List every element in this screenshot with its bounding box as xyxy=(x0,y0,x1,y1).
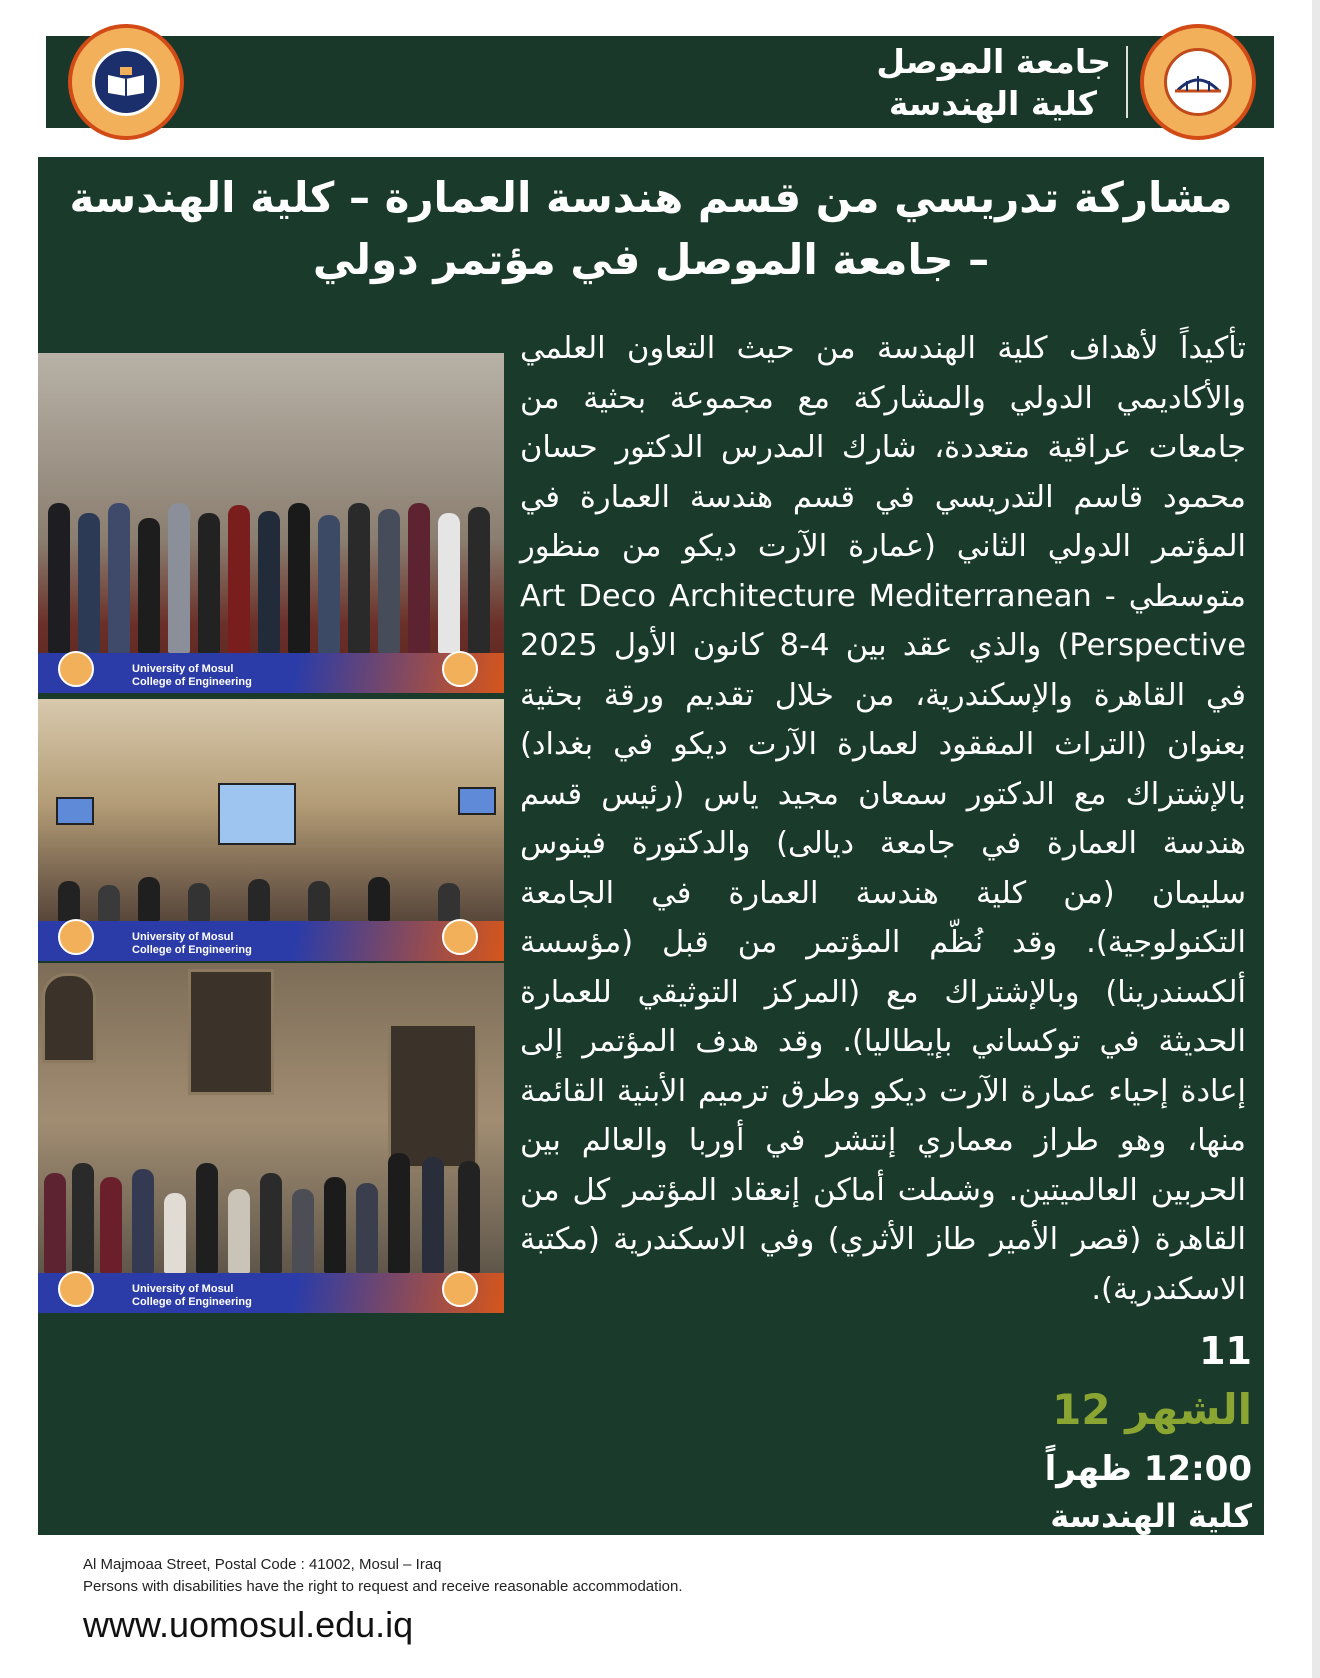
photo-caption: University of Mosul College of Engineering xyxy=(132,931,252,956)
bridge-emblem-icon xyxy=(1164,48,1232,116)
mashrabiya-window xyxy=(188,969,274,1095)
college-name: كلية الهندسة xyxy=(888,84,1097,123)
event-place: كلية الهندسة xyxy=(1050,1497,1252,1535)
people-group xyxy=(38,463,504,653)
photo-caption: University of Mosul College of Engineering xyxy=(132,663,252,688)
university-of-mosul-logo xyxy=(68,24,184,140)
photo-caption-band xyxy=(38,653,504,693)
article-body: تأكيداً لأهداف كلية الهندسة من حيث التعاون العلمي والأكاديمي الدولي والمشاركة مع مجموعة بحثية من جامعات عراقية متعددة، شارك المدرس الدكتور حسان محمود قاسم التدريسي في قسم هندسة العمارة في المؤتمر الدولي الثاني (عمارة الآرت ديكو من منظور متوسطي - Art Deco Architecture Mediterranean Perspective) والذي عقد بين 4-8 كانون الأول 2025 في القاهرة والإسكندرية، من خلال تقديم ورقة بحثية بعنوان (التراث المفقود لعمارة الآرت ديكو في بغداد) بالإشتراك مع الدكتور سمعان مجيد ياس (رئيس قسم هندسة العمارة في جامعة ديالى) والدكتورة فينوس سليمان (من كلية هندسة العمارة في الجامعة التكنولوجية). وقد نُظّم المؤتمر من قبل (مؤسسة ألكسندرينا) وبالإشتراك مع (المركز التوثيقي للعمارة الحديثة في توكساني بإيطاليا). وقد هدف المؤتمر إلى إعادة إحياء عمارة الآرت ديكو وطرق ترميم الأبنية القائمة منها، وهو طراز معماري إنتشر في أوربا والعالم بين الحربين العالميتين. وشملت أماكن إنعقاد المؤتمر كل من القاهرة (قصر الأمير طاز الأثري) وفي الاسكندرية (مكتبة الاسكندرية). xyxy=(520,331,1246,1307)
university-name: جامعة الموصل xyxy=(876,42,1111,81)
university-mini-logo xyxy=(58,651,94,687)
header-divider xyxy=(1126,46,1128,118)
footer-address: Al Majmoaa Street, Postal Code : 41002, Mosul – Iraq xyxy=(83,1556,442,1573)
side-screen-right xyxy=(458,787,496,815)
conference-hall-photo xyxy=(38,699,504,961)
side-screen-left xyxy=(56,797,94,825)
photo-caption: University of Mosul College of Engineering xyxy=(132,1283,252,1308)
university-mini-logo xyxy=(58,919,94,955)
college-mini-logo xyxy=(442,651,478,687)
photo-caption-band xyxy=(38,921,504,961)
people-group xyxy=(38,1113,504,1273)
presentation-screen xyxy=(218,783,296,845)
header-bar xyxy=(46,36,1274,128)
page-edge xyxy=(1312,0,1320,1678)
article-title: مشاركة تدريسي من قسم هندسة العمارة – كلية الهندسة – جامعة الموصل في مؤتمر دولي xyxy=(69,173,1233,284)
college-mini-logo xyxy=(442,1271,478,1307)
audience xyxy=(38,851,504,921)
college-mini-logo xyxy=(442,919,478,955)
arched-window xyxy=(42,973,96,1063)
university-mini-logo xyxy=(58,1271,94,1307)
college-of-engineering-logo xyxy=(1140,24,1256,140)
event-day: 11 xyxy=(1199,1329,1252,1373)
book-emblem-icon xyxy=(92,48,160,116)
footer-accessibility-note: Persons with disabilities have the right to request and receive reasonable accommodation. xyxy=(83,1578,683,1595)
photo-caption-band xyxy=(38,1273,504,1313)
website-link[interactable]: www.uomosul.edu.iq xyxy=(83,1604,414,1645)
event-month: الشهر 12 xyxy=(1052,1385,1252,1434)
group-photo-courtyard xyxy=(38,963,504,1313)
news-panel xyxy=(38,157,1264,1535)
group-photo-staircase xyxy=(38,353,504,693)
event-time: 12:00 ظهراً xyxy=(1044,1449,1252,1489)
